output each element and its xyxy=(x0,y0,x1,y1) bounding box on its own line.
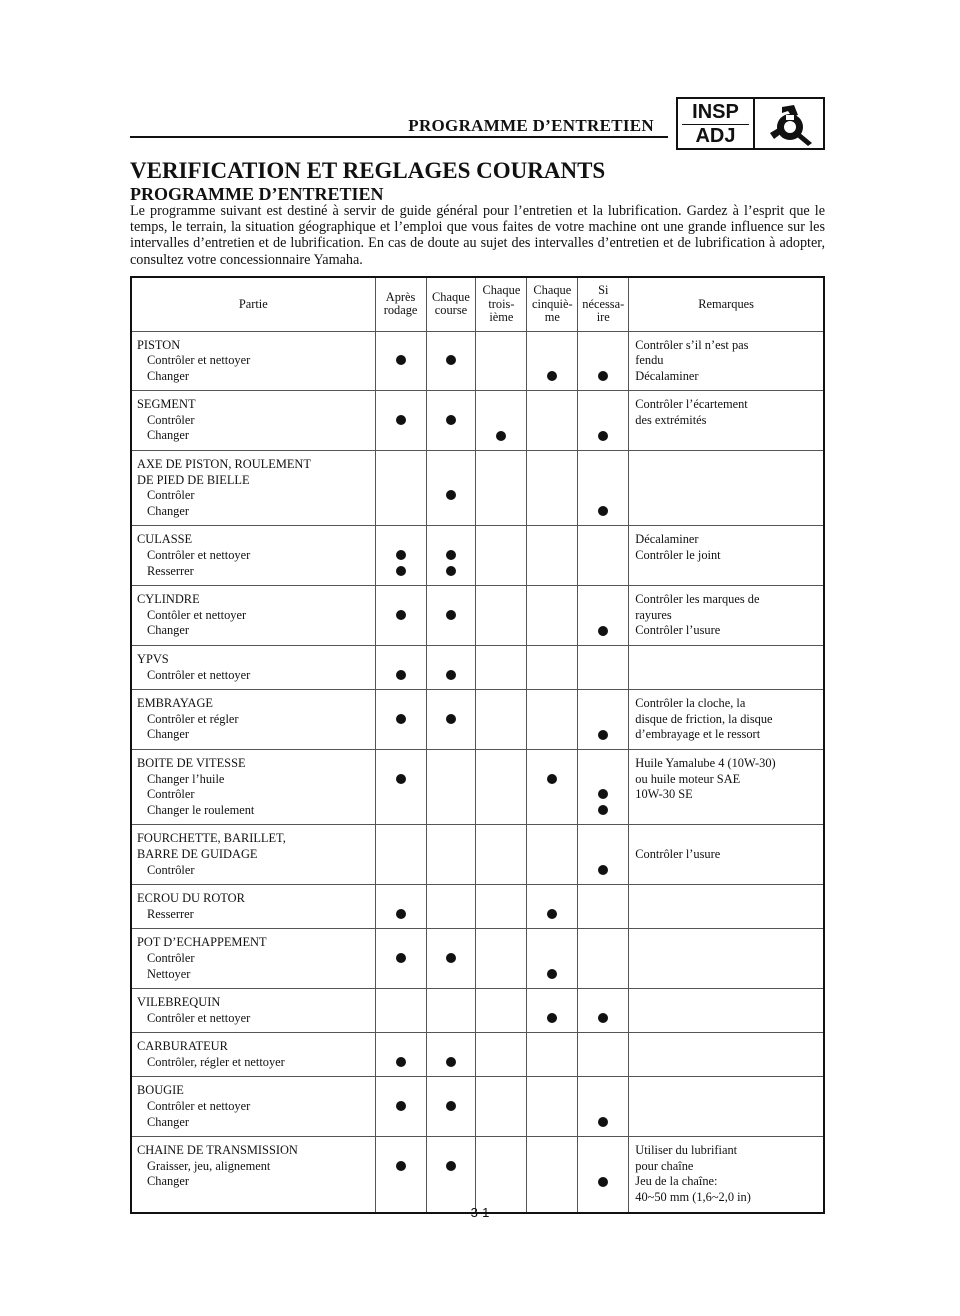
interval-cell xyxy=(476,690,527,750)
part-cell xyxy=(131,526,375,586)
remark-line: Utiliser du lubrifiant xyxy=(635,1143,738,1158)
part-item: Changer xyxy=(147,368,189,383)
part-item: Changer xyxy=(147,1114,189,1129)
interval-cell xyxy=(476,825,527,885)
interval-cell xyxy=(426,526,476,586)
interval-cell xyxy=(578,526,629,586)
interval-cell xyxy=(527,331,578,391)
remark-line: rayures xyxy=(635,607,672,622)
interval-cell xyxy=(578,331,629,391)
maintenance-schedule-table xyxy=(130,276,825,1214)
interval-cell xyxy=(527,1137,578,1213)
part-cell xyxy=(131,885,375,929)
part-item: Changer xyxy=(147,623,189,638)
remark-line: 40~50 mm (1,6~2,0 in) xyxy=(635,1190,751,1205)
part-title: BOITE DE VITESSE xyxy=(137,755,246,770)
part-cell xyxy=(131,1137,375,1213)
bullet-mark xyxy=(446,566,456,576)
remark-line: disque de friction, la disque xyxy=(635,711,773,726)
interval-cell xyxy=(476,1137,527,1213)
remarks-cell xyxy=(629,929,824,989)
interval-cell xyxy=(578,1137,629,1213)
bullet-mark xyxy=(396,1161,406,1171)
part-title: YPVS xyxy=(137,652,169,666)
interval-cell xyxy=(375,1137,426,1213)
table-row xyxy=(131,331,824,391)
part-title: PISTON xyxy=(137,337,181,352)
interval-cell xyxy=(375,1077,426,1137)
interval-cell xyxy=(578,690,629,750)
part-item: Contrôler et nettoyer xyxy=(147,1010,251,1025)
part-cell xyxy=(131,331,375,391)
interval-cell xyxy=(476,526,527,586)
part-title: VILEBREQUIN xyxy=(137,995,221,1010)
remarks-cell xyxy=(629,1033,824,1077)
interval-cell xyxy=(375,586,426,646)
part-cell xyxy=(131,825,375,885)
remark-line xyxy=(635,831,819,847)
bullet-mark xyxy=(446,1161,456,1171)
section-heading: PROGRAMME D’ENTRETIEN xyxy=(130,184,384,204)
part-item: Changer xyxy=(147,503,189,518)
bullet-mark xyxy=(396,355,406,365)
remarks-cell xyxy=(629,391,824,451)
bullet-mark xyxy=(446,1057,456,1067)
remarks-cell xyxy=(629,451,824,526)
interval-cell xyxy=(527,526,578,586)
badge-divider xyxy=(753,99,755,148)
part-item: Contrôler et nettoyer xyxy=(147,353,251,368)
part-title: POT D’ECHAPPEMENT xyxy=(137,935,267,950)
bullet-mark xyxy=(446,415,456,425)
interval-cell xyxy=(375,646,426,690)
part-cell xyxy=(131,1033,375,1077)
part-cell xyxy=(131,929,375,989)
bullet-mark xyxy=(598,431,608,441)
interval-cell xyxy=(527,1077,578,1137)
part-item: Changer xyxy=(147,727,189,742)
part-item: Changer l’huile xyxy=(147,771,225,786)
interval-cell xyxy=(426,929,476,989)
part-item: Contrôler xyxy=(147,488,195,503)
interval-cell xyxy=(375,749,426,824)
interval-cell xyxy=(476,451,527,526)
bullet-mark xyxy=(396,953,406,963)
interval-cell xyxy=(578,1033,629,1077)
interval-cell xyxy=(578,989,629,1033)
intro-paragraph: Le programme suivant est destiné à servir de guide général pour l’entretien et la lubrification. Gardez à l’esprit que le temps, le terrain, la situation géographique et l’emploi que vous faites de votre machine ont une grande influence sur les intervalles d’entretien et de lubrification. En cas de doute au sujet des intervalles d’entretien et de lubrification à adopter, consultez votre concessionnaire Yamaha. xyxy=(130,203,825,268)
table-row xyxy=(131,989,824,1033)
part-item: Contrôler xyxy=(147,862,195,877)
interval-cell xyxy=(476,749,527,824)
interval-cell xyxy=(578,646,629,690)
bullet-mark xyxy=(446,550,456,560)
table-header-row xyxy=(131,277,824,331)
part-title: CARBURATEUR xyxy=(137,1039,228,1054)
table-row xyxy=(131,885,824,929)
bullet-mark xyxy=(598,626,608,636)
remark-line: Contrôler l’écartement xyxy=(635,397,748,412)
bullet-mark xyxy=(446,1101,456,1111)
part-title: CHAINE DE TRANSMISSION xyxy=(137,1143,298,1158)
remarks-cell xyxy=(629,586,824,646)
interval-cell xyxy=(375,929,426,989)
interval-cell xyxy=(476,1033,527,1077)
interval-cell xyxy=(527,989,578,1033)
col-header-chaque-cinquieme: Chaque cinquiè-me xyxy=(527,277,578,331)
interval-cell xyxy=(426,825,476,885)
interval-cell xyxy=(375,885,426,929)
remarks-cell xyxy=(629,1137,824,1213)
interval-cell xyxy=(527,690,578,750)
interval-cell xyxy=(527,1033,578,1077)
part-item: Resserrer xyxy=(147,906,194,921)
interval-cell xyxy=(527,749,578,824)
remark-line: Contrôler la cloche, la xyxy=(635,696,746,711)
part-item: Nettoyer xyxy=(147,966,191,981)
interval-cell xyxy=(375,989,426,1033)
part-title: BARRE DE GUIDAGE xyxy=(137,846,258,861)
interval-cell xyxy=(578,391,629,451)
interval-cell xyxy=(527,451,578,526)
interval-cell xyxy=(426,1137,476,1213)
col-header-chaque-course: Chaque course xyxy=(426,277,476,331)
bullet-mark xyxy=(396,909,406,919)
interval-cell xyxy=(375,1033,426,1077)
interval-cell xyxy=(375,825,426,885)
bullet-mark xyxy=(396,415,406,425)
interval-cell xyxy=(426,989,476,1033)
bullet-mark xyxy=(598,865,608,875)
bullet-mark xyxy=(446,610,456,620)
table-row xyxy=(131,825,824,885)
interval-cell xyxy=(527,885,578,929)
table-row xyxy=(131,646,824,690)
part-cell xyxy=(131,989,375,1033)
bullet-mark xyxy=(598,1117,608,1127)
part-item: Contrôler xyxy=(147,787,195,802)
remark-line: Décalaminer xyxy=(635,368,699,383)
main-heading: VERIFICATION ET REGLAGES COURANTS xyxy=(130,158,606,183)
remarks-cell xyxy=(629,646,824,690)
part-cell xyxy=(131,749,375,824)
interval-cell xyxy=(578,749,629,824)
part-item: Contrôler et nettoyer xyxy=(147,667,251,682)
part-item: Resserrer xyxy=(147,563,194,578)
remark-line: Jeu de la chaîne: xyxy=(635,1174,718,1189)
part-cell xyxy=(131,646,375,690)
part-title: CYLINDRE xyxy=(137,592,200,607)
col-header-remarques: Remarques xyxy=(629,277,824,331)
interval-cell xyxy=(476,646,527,690)
interval-cell xyxy=(476,1077,527,1137)
bullet-mark xyxy=(396,1057,406,1067)
badge-insp-label: INSP xyxy=(692,101,739,123)
bullet-mark xyxy=(446,355,456,365)
page-number: 3-1 xyxy=(470,1205,490,1220)
part-item: Changer xyxy=(147,1174,189,1189)
interval-cell xyxy=(476,331,527,391)
interval-cell xyxy=(426,885,476,929)
interval-cell xyxy=(527,825,578,885)
bullet-mark xyxy=(598,1177,608,1187)
remark-line: des extrémités xyxy=(635,412,707,427)
part-title: FOURCHETTE, BARILLET, xyxy=(137,831,286,846)
remark-line: Contrôler l’usure xyxy=(635,846,721,861)
remarks-cell xyxy=(629,690,824,750)
part-cell xyxy=(131,690,375,750)
interval-cell xyxy=(426,451,476,526)
interval-cell xyxy=(426,749,476,824)
interval-cell xyxy=(375,451,426,526)
remark-line: Décalaminer xyxy=(635,532,699,547)
interval-cell xyxy=(476,885,527,929)
bullet-mark xyxy=(396,1101,406,1111)
part-cell xyxy=(131,451,375,526)
table-row xyxy=(131,391,824,451)
part-item: Contrôler et nettoyer xyxy=(147,1099,251,1114)
bullet-mark xyxy=(598,730,608,740)
interval-cell xyxy=(476,586,527,646)
remark-line: fendu xyxy=(635,353,664,368)
remark-line: Contrôler s’il n’est pas xyxy=(635,337,749,352)
col-header-apres-rodage: Après rodage xyxy=(375,277,426,331)
interval-cell xyxy=(426,646,476,690)
interval-cell xyxy=(426,586,476,646)
remark-line: Contrôler l’usure xyxy=(635,623,721,638)
interval-cell xyxy=(527,646,578,690)
bullet-mark xyxy=(396,670,406,680)
table-row xyxy=(131,749,824,824)
insp-adj-badge xyxy=(676,97,825,150)
interval-cell xyxy=(578,451,629,526)
table-row xyxy=(131,929,824,989)
table-body xyxy=(131,331,824,1213)
table-row xyxy=(131,526,824,586)
remark-line: d’embrayage et le ressort xyxy=(635,727,761,742)
remark-line: pour chaîne xyxy=(635,1158,694,1173)
bullet-mark xyxy=(446,490,456,500)
table-row xyxy=(131,1137,824,1213)
remark-line: Contrôler les marques de xyxy=(635,592,760,607)
badge-adj-label: ADJ xyxy=(695,125,736,147)
remarks-cell xyxy=(629,749,824,824)
part-item: Graisser, jeu, alignement xyxy=(147,1158,271,1173)
bullet-mark xyxy=(598,789,608,799)
part-title: DE PIED DE BIELLE xyxy=(137,472,250,487)
table-row xyxy=(131,1033,824,1077)
part-item: Contrôler, régler et nettoyer xyxy=(147,1054,285,1069)
running-title: PROGRAMME D’ENTRETIEN xyxy=(408,116,654,135)
interval-cell xyxy=(476,391,527,451)
remark-line: Contrôler le joint xyxy=(635,548,721,563)
interval-cell xyxy=(527,929,578,989)
interval-cell xyxy=(426,1033,476,1077)
wrench-gear-icon xyxy=(762,103,818,146)
table-row xyxy=(131,586,824,646)
bullet-mark xyxy=(446,670,456,680)
part-item: Contrôler et nettoyer xyxy=(147,548,251,563)
bullet-mark xyxy=(547,1013,557,1023)
part-title: SEGMENT xyxy=(137,397,196,412)
remarks-cell xyxy=(629,825,824,885)
table-row xyxy=(131,451,824,526)
remark-line: Huile Yamalube 4 (10W-30) xyxy=(635,755,776,770)
col-header-si-necessaire: Si nécessa-ire xyxy=(578,277,629,331)
bullet-mark xyxy=(396,774,406,784)
interval-cell xyxy=(578,1077,629,1137)
part-title: BOUGIE xyxy=(137,1083,184,1098)
remarks-cell xyxy=(629,331,824,391)
bullet-mark xyxy=(446,714,456,724)
part-title: EMBRAYAGE xyxy=(137,696,213,711)
bullet-mark xyxy=(396,714,406,724)
remark-line: ou huile moteur SAE xyxy=(635,771,741,786)
interval-cell xyxy=(527,586,578,646)
bullet-mark xyxy=(547,909,557,919)
interval-cell xyxy=(578,929,629,989)
col-header-chaque-troisieme: Chaque trois-ième xyxy=(476,277,527,331)
bullet-mark xyxy=(598,805,608,815)
interval-cell xyxy=(375,526,426,586)
bullet-mark xyxy=(396,566,406,576)
table-row xyxy=(131,690,824,750)
part-item: Changer xyxy=(147,428,189,443)
remarks-cell xyxy=(629,885,824,929)
bullet-mark xyxy=(598,371,608,381)
bullet-mark xyxy=(396,550,406,560)
part-cell xyxy=(131,586,375,646)
interval-cell xyxy=(476,929,527,989)
interval-cell xyxy=(527,391,578,451)
bullet-mark xyxy=(598,506,608,516)
part-item: Contrôler xyxy=(147,950,195,965)
part-title: AXE DE PISTON, ROULEMENT xyxy=(137,457,311,472)
interval-cell xyxy=(476,989,527,1033)
interval-cell xyxy=(578,586,629,646)
part-item: Contrôler xyxy=(147,412,195,427)
part-cell xyxy=(131,1077,375,1137)
interval-cell xyxy=(375,331,426,391)
bullet-mark xyxy=(598,1013,608,1023)
interval-cell xyxy=(426,690,476,750)
remarks-cell xyxy=(629,1077,824,1137)
interval-cell xyxy=(426,1077,476,1137)
bullet-mark xyxy=(547,969,557,979)
remarks-cell xyxy=(629,989,824,1033)
remarks-cell xyxy=(629,526,824,586)
bullet-mark xyxy=(547,774,557,784)
interval-cell xyxy=(578,825,629,885)
interval-cell xyxy=(375,391,426,451)
running-header xyxy=(130,112,668,138)
part-item: Contôler et nettoyer xyxy=(147,607,247,622)
part-item: Contrôler et régler xyxy=(147,711,239,726)
part-title: CULASSE xyxy=(137,532,193,547)
bullet-mark xyxy=(547,371,557,381)
interval-cell xyxy=(426,391,476,451)
bullet-mark xyxy=(396,610,406,620)
part-cell xyxy=(131,391,375,451)
part-item: Changer le roulement xyxy=(147,802,255,817)
part-title: ECROU DU ROTOR xyxy=(137,891,245,906)
interval-cell xyxy=(375,690,426,750)
bullet-mark xyxy=(446,953,456,963)
interval-cell xyxy=(426,331,476,391)
col-header-partie: Partie xyxy=(131,277,375,331)
interval-cell xyxy=(578,885,629,929)
bullet-mark xyxy=(496,431,506,441)
table-row xyxy=(131,1077,824,1137)
remark-line: 10W-30 SE xyxy=(635,787,693,802)
